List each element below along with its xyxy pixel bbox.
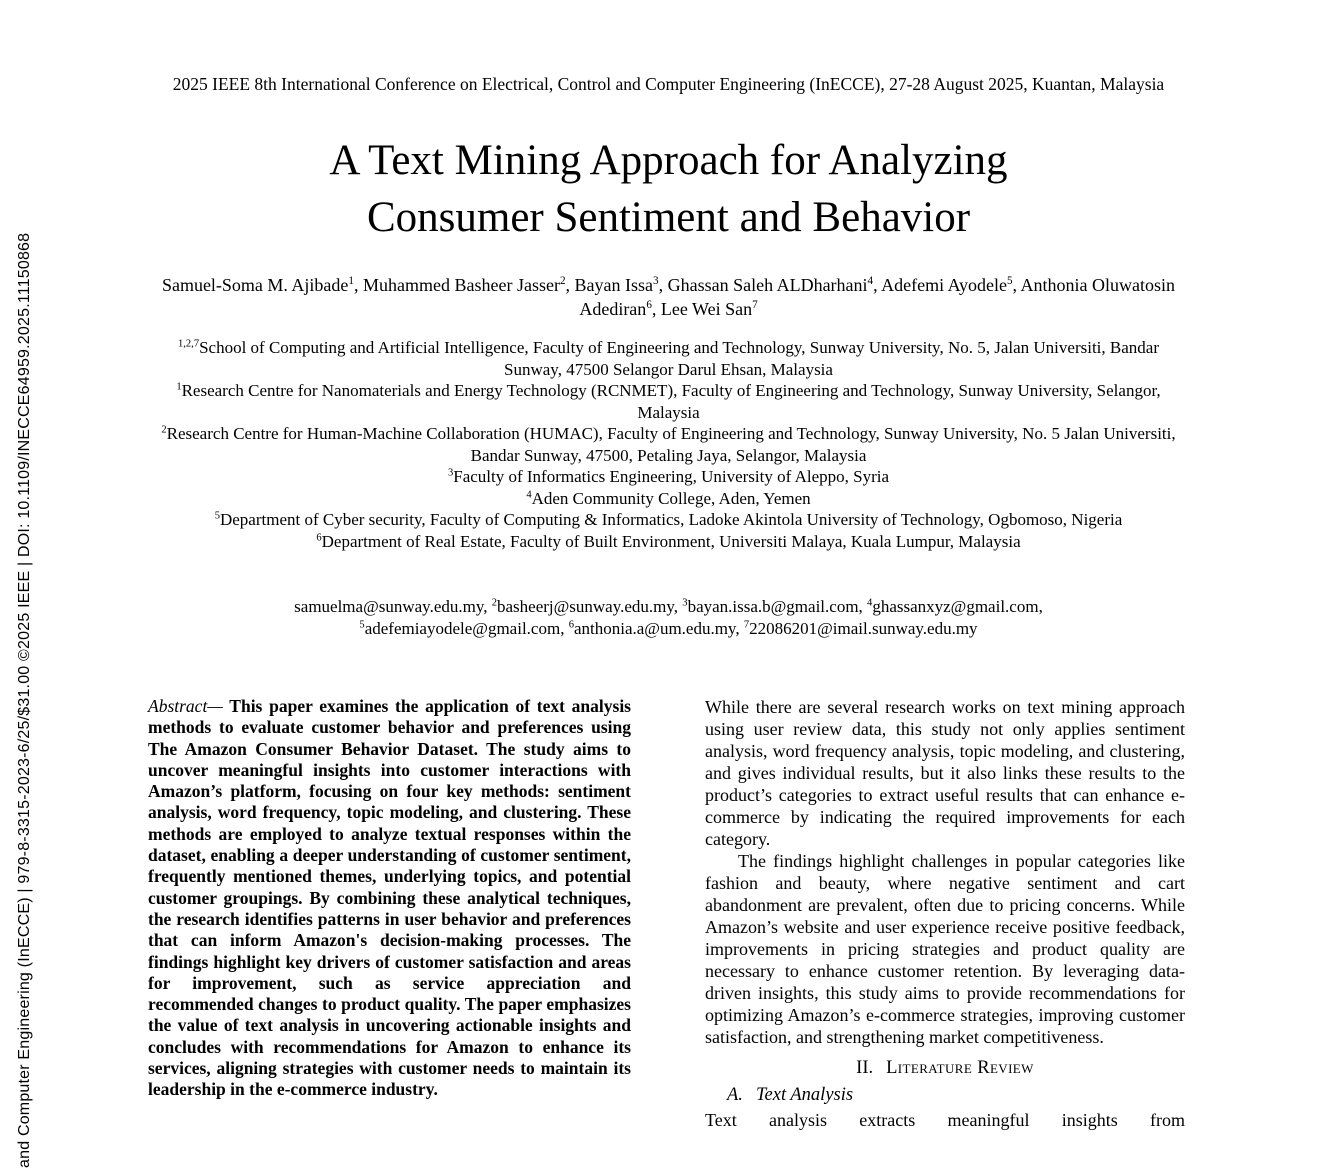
author-sup: 1 <box>348 275 354 287</box>
email-address: ghassanxyz@gmail.com <box>872 597 1039 616</box>
email-sep: , <box>483 597 492 616</box>
affiliation-line <box>150 423 1187 466</box>
conference-header: 2025 IEEE 8th International Conference on Electrical, Control and Computer Engineering (InECCE), 27-28 August 2025, Kuantan, Malaysia <box>172 74 1165 94</box>
affiliation-text: Research Centre for Human-Machine Collaboration (HUMAC), Faculty of Engineering and Technology, Sunway University, No. 5 Jalan Universiti, Bandar Sunway, 47500, Petaling Jaya, Selangor, Malaysia <box>166 424 1176 465</box>
email-sup: 5 <box>359 618 365 630</box>
email-address: basheerj@sunway.edu.my <box>497 597 674 616</box>
abstract-text: This paper examines the application of text analysis methods to evaluate customer behavior and preferences using The Amazon Consumer Behavior Dataset. The study aims to uncover meaningful insights into customer interactions with Amazon’s platform, focusing on four key methods: sentiment analysis, word frequency, topic modeling, and clustering. These methods are employed to analyze textual responses within the dataset, enabling a deeper understanding of customer sentiment, frequently mentioned themes, underlying topics, and potential customer groupings. By combining these analytical techniques, the research identifies patterns in user behavior and preferences that can inform Amazon's decision-making processes. The findings highlight key drivers of customer satisfaction and areas for improvement, such as service appreciation and recommended changes to product quality. The paper emphasizes the value of text analysis in uncovering actionable insights and concludes with recommendations for Amazon to enhance its services, aligning strategies with customer needs to maintain its leadership in the e-commerce industry. <box>148 696 631 1100</box>
author-name: Anthonia Oluwatosin Adediran <box>579 275 1176 319</box>
right-column <box>705 696 1185 1131</box>
email-address: bayan.issa.b@gmail.com <box>687 597 859 616</box>
author-sep: , <box>873 275 882 295</box>
body-paragraph-2: The findings highlight challenges in popular categories like fashion and beauty, where negative sentiment and cart abandonment are prevalent, often due to pricing concerns. While Amazon’s website and user experience receive positive feedback, improvements in pricing strategies and product quality are necessary to enhance customer retention. By leveraging data-driven insights, this study aims to provide recommendations for optimizing Amazon’s e-commerce strategies, improving customer satisfaction, and strengthening market competitiveness. <box>705 851 1185 1047</box>
author-name: Bayan Issa <box>574 275 654 295</box>
author-name: Adefemi Ayodele <box>881 275 1007 295</box>
email-item <box>569 619 744 638</box>
author-sup: 3 <box>653 275 659 287</box>
section-heading-literature-review <box>705 1058 1185 1079</box>
author <box>162 275 363 295</box>
affiliation-line <box>150 466 1187 488</box>
abstract-paragraph <box>148 696 631 1101</box>
email-item <box>682 597 867 616</box>
author-sep: , <box>354 275 363 295</box>
email-sep: , <box>673 597 683 616</box>
affiliation-sup: 5 <box>214 510 220 522</box>
author-sep: , <box>658 275 668 295</box>
body-paragraph-1: While there are several research works on text mining approach using user review data, this study not only applies sentiment analysis, word frequency analysis, topic modeling, and clustering, and gives individual results, but it also links these results to the product’s categories to extract useful results that can enhance e-commerce by indicating the required improvements for each category. <box>705 697 1185 849</box>
authors-line <box>0 273 1337 321</box>
paper-title <box>0 132 1337 246</box>
author <box>363 275 575 295</box>
affiliation-sup: 1 <box>176 381 182 393</box>
author-sep: , <box>565 275 575 295</box>
email-sep: , <box>1038 597 1043 616</box>
section-title: Literature Review <box>886 1058 1034 1078</box>
author-name: Muhammed Basheer Jasser <box>363 275 560 295</box>
paper-title-line2: Consumer Sentiment and Behavior <box>366 194 971 241</box>
author-sep: , <box>1012 275 1021 295</box>
author-sup: 4 <box>867 275 874 287</box>
affiliation-text: Aden Community College, Aden, Yemen <box>531 488 811 508</box>
two-column-body <box>0 696 1337 1131</box>
author-name: Samuel-Soma M. Ajibade <box>161 275 349 295</box>
email-sep: , <box>858 597 868 616</box>
affiliations-block <box>0 337 1337 552</box>
body-paragraph-3-clipped: Text analysis extracts meaningful insights from <box>705 1110 1185 1130</box>
affiliation-line <box>150 380 1187 423</box>
affiliation-sup: 6 <box>316 531 322 543</box>
author-sep: , <box>651 299 661 319</box>
email-item <box>744 619 978 638</box>
affiliation-sup: 1,2,7 <box>178 338 200 350</box>
email-address: 22086201@imail.sunway.edu.my <box>749 618 978 638</box>
affiliation-line <box>150 531 1187 553</box>
author <box>575 275 668 295</box>
email-sup: 4 <box>867 597 873 609</box>
email-address: anthonia.a@um.edu.my <box>573 618 736 638</box>
email-item <box>492 597 683 616</box>
affiliation-line <box>150 488 1187 510</box>
subsection-letter: A. <box>727 1085 743 1105</box>
copyright-doi-sidebar-text: and Computer Engineering (InECCE) | 979-8-3315-2023-6/25/$31.00 ©2025 IEEE | DOI: 10.1109/INECCE64959.2025.11150868 <box>16 232 33 1168</box>
affiliation-text: School of Computing and Artificial Intelligence, Faculty of Engineering and Technology, Sunway University, No. 5, Jalan Universiti, Bandar Sunway, 47500 Selangor Darul Ehsan, Malaysia <box>199 338 1159 379</box>
subsection-title: Text Analysis <box>755 1085 854 1105</box>
author <box>668 275 882 295</box>
email-address: adefemiayodele@gmail.com <box>364 618 561 638</box>
affiliation-sup: 3 <box>447 467 454 479</box>
author-sup: 6 <box>646 299 652 311</box>
author <box>661 299 758 319</box>
affiliation-text: Research Centre for Nanomaterials and Energy Technology (RCNMET), Faculty of Engineering and Technology, Sunway University, Selangor, Malaysia <box>181 381 1161 422</box>
email-item <box>294 597 492 616</box>
email-sup: 2 <box>491 597 497 609</box>
author-sup: 7 <box>752 299 758 311</box>
email-sep: , <box>735 618 744 638</box>
email-sup: 6 <box>568 618 574 630</box>
author <box>881 275 1020 295</box>
section-number: II. <box>856 1058 874 1078</box>
affiliation-text: Faculty of Informatics Engineering, University of Aleppo, Syria <box>453 467 890 486</box>
paper-title-line1: A Text Mining Approach for Analyzing <box>329 137 1008 184</box>
subsection-heading-text-analysis <box>705 1084 1185 1106</box>
affiliation-line <box>150 509 1187 531</box>
affiliation-line <box>150 337 1187 380</box>
emails-line <box>229 596 1109 639</box>
email-item <box>359 619 568 638</box>
author-sup: 5 <box>1006 275 1013 287</box>
affiliation-sup: 4 <box>526 488 532 500</box>
email-sup: 3 <box>682 597 688 609</box>
abstract-label: Abstract— <box>148 696 223 716</box>
left-column <box>148 696 631 1101</box>
email-item <box>867 597 1043 616</box>
author-name: Lee Wei San <box>660 299 753 319</box>
email-address: samuelma@sunway.edu.my <box>294 597 484 616</box>
affiliation-sup: 2 <box>161 424 167 436</box>
affiliation-text: Department of Real Estate, Faculty of Built Environment, Universiti Malaya, Kuala Lumpur, Malaysia <box>321 531 1021 551</box>
author-sup: 2 <box>559 275 566 287</box>
author-name: Ghassan Saleh ALDharhani <box>667 275 868 295</box>
email-sep: , <box>560 618 569 638</box>
email-sup: 7 <box>743 618 750 630</box>
affiliation-text: Department of Cyber security, Faculty of Computing & Informatics, Ladoke Akintola University of Technology, Ogbomoso, Nigeria <box>219 510 1123 529</box>
